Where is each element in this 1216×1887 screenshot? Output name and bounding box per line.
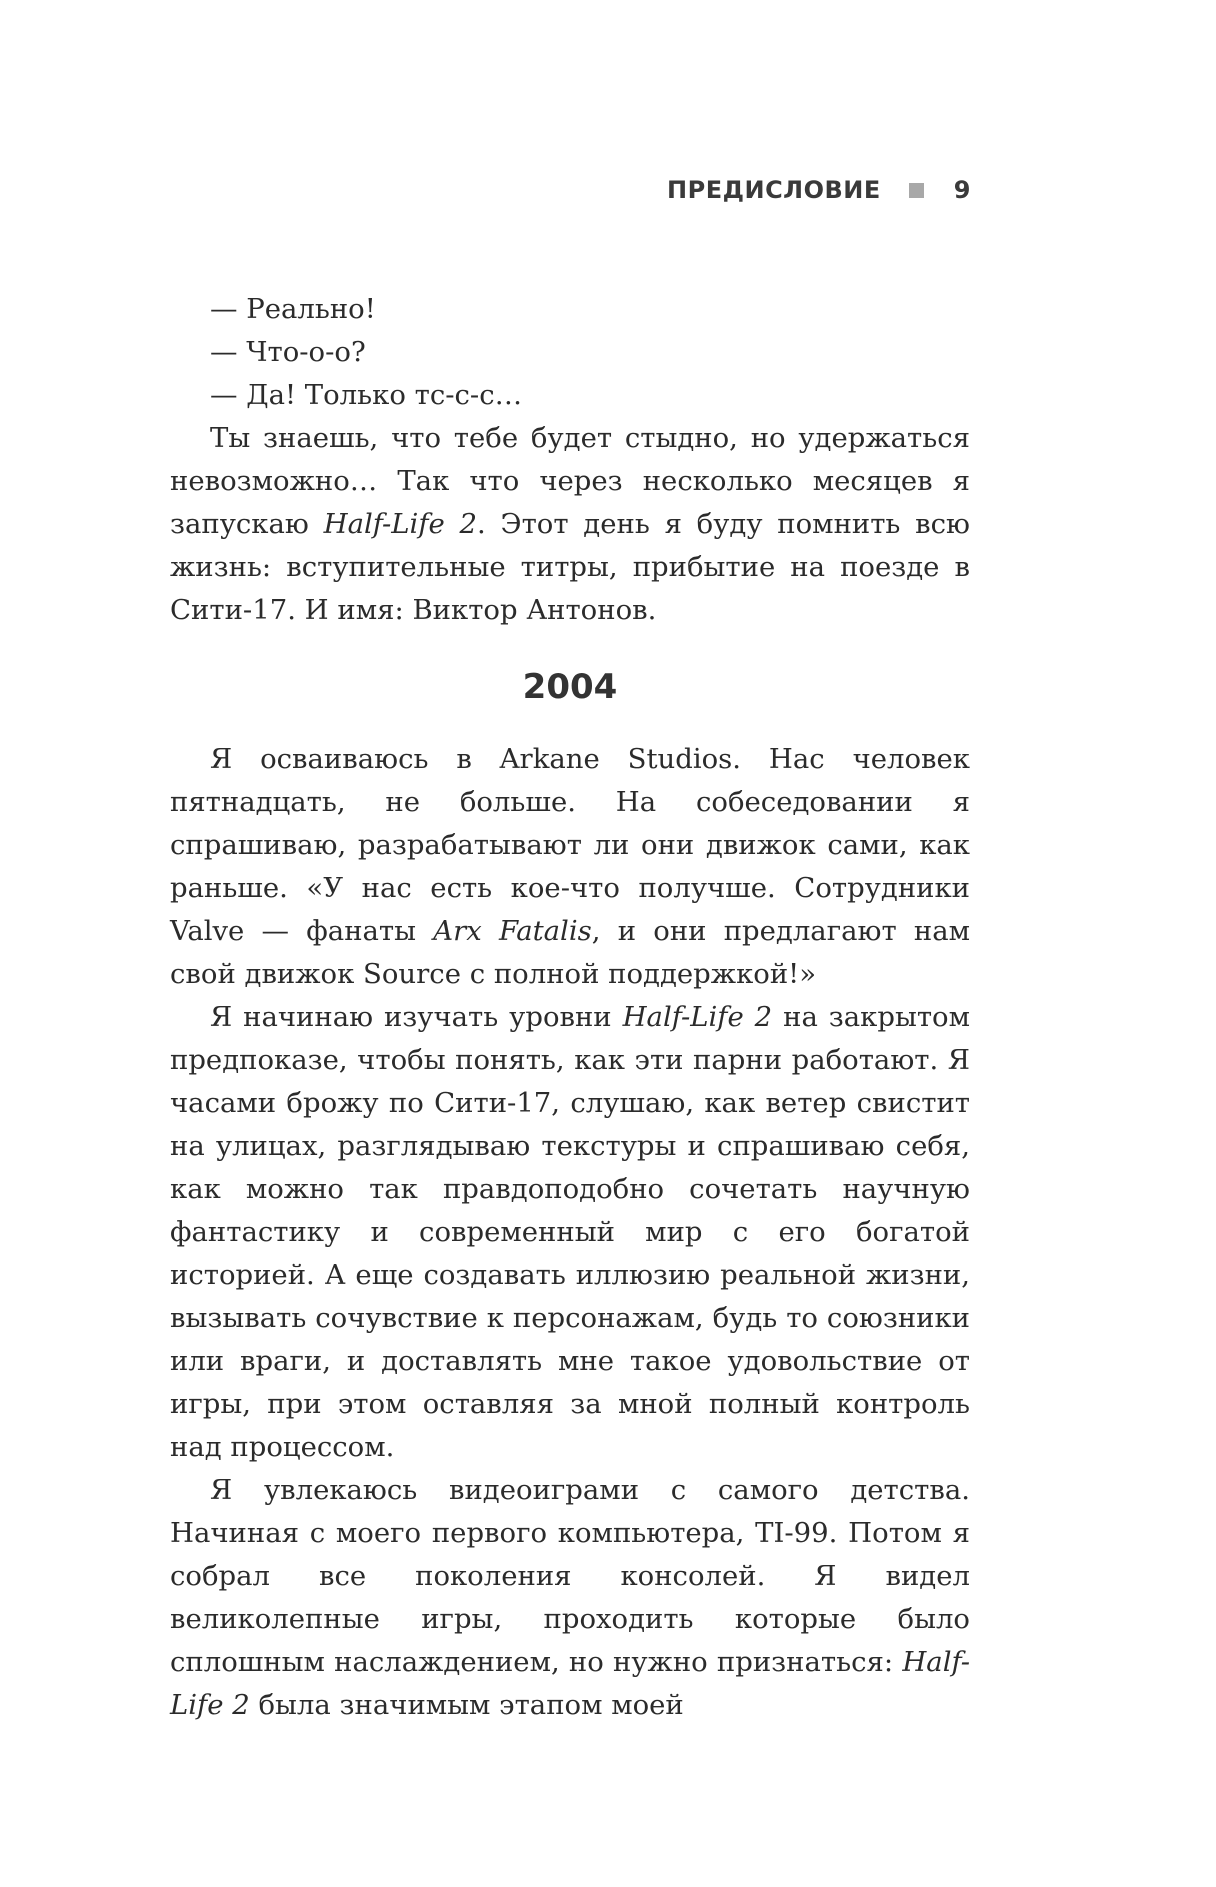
paragraph-text: Я начинаю изучать уровни — [210, 1001, 623, 1033]
dialog-line: — Да! Только тс-с-с… — [210, 379, 523, 411]
paragraph-text: . Этот день я буду помнить всю жизнь: вступительные титры, прибытие на поезде в Сити-17. И имя: Виктор Антонов. — [170, 508, 970, 626]
game-title: Half-Life 2 — [622, 1001, 773, 1033]
section-heading: 2004 — [522, 667, 618, 707]
game-title: Half-Life 2 — [170, 1646, 970, 1721]
dialog-line: — Что-о-о? — [210, 336, 366, 368]
paragraph-text: Я осваиваюсь в Arkane Studios. Нас человек пятнадцать, не больше. На собеседовании я спрашиваю, разрабатывают ли они движок сами, как раньше. «У нас есть кое-что получше. Сотрудники Valve — фанаты — [170, 743, 970, 947]
paragraph — [170, 417, 970, 632]
paragraph-text: была значимым этапом моей — [249, 1689, 684, 1721]
running-head — [667, 176, 971, 204]
paragraph — [170, 1469, 970, 1727]
game-title: Half-Life 2 — [323, 508, 478, 540]
paragraph-text: Я увлекаюсь видеоиграми с самого детства. Начиная с моего первого компьютера, TI-99. Потом я собрал все поколения консолей. Я видел великолепные игры, проходить которые было сплошным наслаждением, но нужно признаться: — [170, 1474, 970, 1678]
section-title: ПРЕДИСЛОВИЕ — [667, 176, 881, 204]
paragraph-text: на закрытом предпоказе, чтобы понять, как эти парни работают. Я часами брожу по Сити-17, слушаю, как ветер свистит на улицах, разглядываю текстуры и спрашиваю себя, как можно так правдоподобно сочетать научную фантастику и современный мир с его богатой историей. А еще создавать иллюзию реальной жизни, вызывать сочувствие к персонажам, будь то союзники или враги, и доставлять мне такое удовольствие от игры, при этом оставляя за мной полный контроль над процессом. — [170, 1001, 970, 1463]
page-number: 9 — [953, 176, 971, 204]
dialog-line: — Реально! — [210, 293, 376, 325]
game-title: Arx Fatalis — [433, 915, 592, 947]
paragraph — [170, 996, 970, 1469]
paragraph — [170, 738, 970, 996]
page-body — [170, 288, 970, 1727]
paragraph-text: Ты знаешь, что тебе будет стыдно, но удержаться невозможно… Так что через несколько месяцев я запускаю — [170, 422, 970, 540]
paragraph-text: , и они предлагают нам свой движок Source с полной поддержкой!» — [170, 915, 970, 990]
square-bullet-icon — [909, 183, 924, 198]
